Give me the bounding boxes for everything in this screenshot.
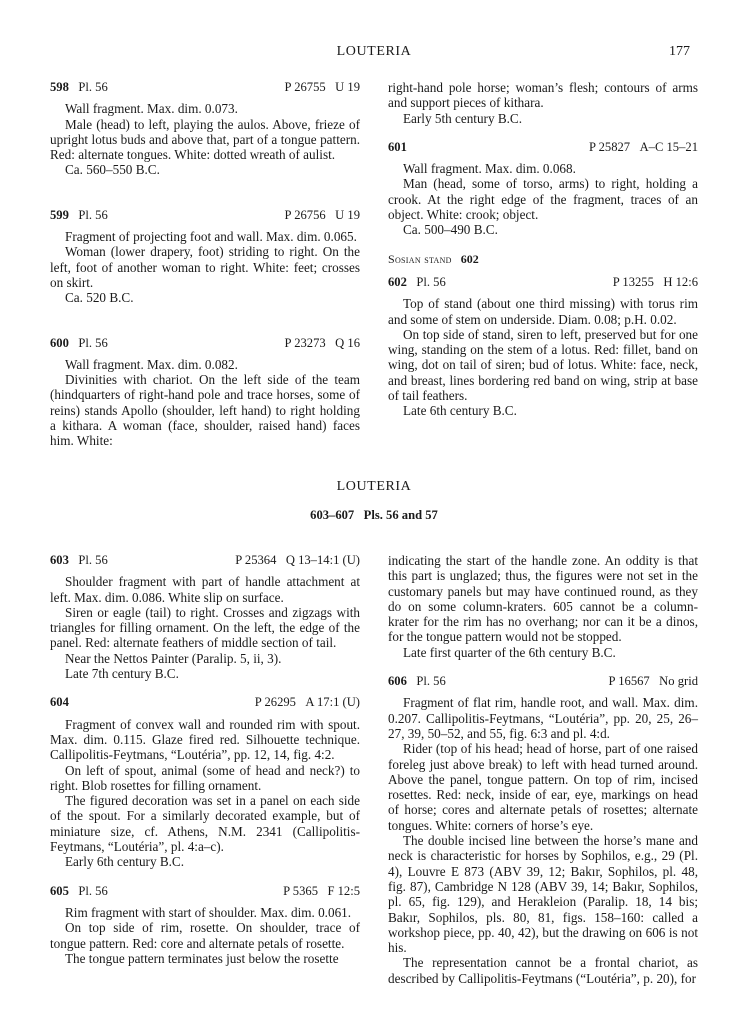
entry-602 <box>388 275 698 419</box>
entry-600-plate: Pl. 56 <box>78 335 108 350</box>
entry-606-number: 606 <box>388 674 407 689</box>
top-left-column <box>50 80 360 449</box>
entry-603-plate: Pl. 56 <box>78 553 108 567</box>
entry-601-text-2: Man (head, some of torso, arms) to right, holding a crook. At the right edge of the fragment, traces of an object. White: crook; object. <box>388 176 698 223</box>
entry-600-cont-text: right-hand pole horse; woman’s flesh; contours of arms and support pieces of kithara. <box>388 80 698 111</box>
entry-600-grid: Q 16 <box>335 335 360 350</box>
entry-598-plate: Pl. 56 <box>78 80 108 94</box>
entry-605-text-2: On top side of rim, rosette. On shoulder, trace of tongue pattern. Red: core and alternate petals of rosette. <box>50 920 360 951</box>
stand-heading-number: 602 <box>460 251 479 266</box>
bottom-right-column <box>388 553 698 986</box>
stand-heading <box>388 252 698 267</box>
entry-602-number: 602 <box>388 274 407 289</box>
entry-605-date: Late first quarter of the 6th century B.C. <box>403 644 616 660</box>
entry-603-inventory: P 25364 <box>235 553 277 567</box>
entry-598-inventory: P 26755 <box>284 80 326 94</box>
entry-599-text-2: Woman (lower drapery, foot) striding to right. On the left, foot of another woman to right. White: feet; crosses on skirt. <box>50 244 360 290</box>
section-plates: Pls. 56 and 57 <box>363 508 438 522</box>
entry-602-inventory: P 13255 <box>612 274 654 289</box>
top-right-column <box>388 80 698 419</box>
entry-603-text-2: Siren or eagle (tail) to right. Crosses and zigzags with triangles for filling ornament. On the left, the edge of the panel. Red: alternate feathers of middle section of tail. <box>50 604 360 651</box>
section-range: 603–607 <box>310 508 355 522</box>
entry-602-text-1: Top of stand (about one third missing) with torus rim and some of stem on underside. Diam. 0.08; p.H. 0.02. <box>388 296 698 327</box>
entry-603-grid: Q 13–14:1 (U) <box>285 553 360 567</box>
entry-604-heading <box>50 695 360 710</box>
entry-598 <box>50 80 360 178</box>
entry-602-text-2: On top side of stand, siren to left, preserved but for one wing, standing on the stem of a lotus. Red: fillet, band on wing, dot on tail of siren; bud of lotus. White: face, neck, and breast, lines bordering red band on wing, strip at base of tail feathers. <box>388 326 698 404</box>
entry-603 <box>50 553 360 681</box>
entry-602-grid: H 12:6 <box>663 274 698 289</box>
entry-602-date: Late 6th century B.C. <box>403 403 517 419</box>
entry-602-plate: Pl. 56 <box>416 274 446 289</box>
entry-599-inventory: P 26756 <box>284 207 326 222</box>
running-title: LOUTERIA <box>336 44 412 59</box>
entry-600-date: Early 5th century B.C. <box>403 110 523 126</box>
entry-600-text-1: Wall fragment. Max. dim. 0.082. <box>65 356 238 372</box>
entry-605-text-3: The tongue pattern terminates just below the rosette <box>65 950 339 966</box>
entry-601-number: 601 <box>388 139 407 154</box>
entry-603-text-3: Near the Nettos Painter (Paralip. 5, ii, 3). <box>65 650 282 666</box>
entry-599 <box>50 208 360 306</box>
bottom-left-column <box>50 553 360 966</box>
entry-603-number: 603 <box>50 553 69 567</box>
entry-603-date: Late 7th century B.C. <box>65 666 179 682</box>
entry-598-grid: U 19 <box>335 80 360 94</box>
section-title: LOUTERIA <box>336 479 412 494</box>
entry-605-heading <box>50 884 360 899</box>
entry-601-text-1: Wall fragment. Max. dim. 0.068. <box>403 161 576 177</box>
entry-601-heading <box>388 140 698 155</box>
entry-605-cont-text: indicating the start of the handle zone. An oddity is that this part is unglazed; thus, the figures were not set in the customary panels but may have continued round, as they do on some column-kraters. 605 cannot be a column-krater for the rim has no overhang; nor can it be a dinos, for the tongue pattern would not be stopped. <box>388 553 698 645</box>
entry-601 <box>388 140 698 238</box>
entry-605-inventory: P 5365 <box>283 883 318 898</box>
entry-606-text-3: The double incised line between the horse’s mane and neck is characteristic for horses by Sophilos, e.g., 29 (Pl. 4), Louvre E 873 (ABV 39, 12; Bakır, Sophilos, pl. 48, fig. 87), Cambridge N 128 (ABV 39, 14; Bakır, Sophilos, pl. 65, fig. 129), and Herakleion (Paralip. 18, 14 bis; Bakır, Sophilos, pls. 80, 81, figs. 158–160: called a workshop piece, pp. 40, 42), but the drawing on 606 is not his. <box>388 833 698 956</box>
entry-598-heading <box>50 80 360 95</box>
entry-603-text-1: Shoulder fragment with part of handle attachment at left. Max. dim. 0.086. White slip on surface. <box>50 574 360 605</box>
entry-600-number: 600 <box>50 335 69 350</box>
entry-604 <box>50 695 360 869</box>
entry-599-date: Ca. 520 B.C. <box>65 290 134 306</box>
entry-605 <box>50 884 360 966</box>
entry-600-inventory: P 23273 <box>284 335 326 350</box>
section-subtitle <box>0 508 748 523</box>
entry-604-text-3: The figured decoration was set in a panel on each side of the spout. For a similarly decorated example, but of miniature size, cf. Athens, N.M. 2341 (Callipolitis-Feytmans, “Loutéria”, pl. 4:a–c). <box>50 793 360 855</box>
entry-604-date: Early 6th century B.C. <box>65 854 185 870</box>
entry-606-text-2: Rider (top of his head; head of horse, part of one raised foreleg just above break) to left with head turned around. Above the panel, tongue pattern. On top of rim, incised rosettes. Red: neck, inside of ear, eye, markings on head of horse; cores and alternate petals of rosettes; alternate tongues. White: corners of horse’s eye. <box>388 741 698 833</box>
entry-605-plate: Pl. 56 <box>78 883 108 898</box>
entry-606 <box>388 674 698 986</box>
entry-605-number: 605 <box>50 883 69 898</box>
entry-606-text-4: The representation cannot be a frontal chariot, as described by Callipolitis-Feytmans (“Loutéria”, p. 20), for <box>388 955 698 986</box>
entry-606-heading <box>388 674 698 689</box>
entry-600-continuation <box>388 80 698 126</box>
entry-601-inventory: P 25827 <box>588 139 631 154</box>
page-number: 177 <box>669 44 690 59</box>
entry-600 <box>50 336 360 449</box>
entry-605-grid: F 12:5 <box>327 883 360 898</box>
entry-604-number: 604 <box>50 695 69 710</box>
entry-605-text-1: Rim fragment with start of shoulder. Max. dim. 0.061. <box>65 904 352 920</box>
entry-605-continuation <box>388 553 698 660</box>
entry-601-date: Ca. 500–490 B.C. <box>403 222 498 238</box>
entry-599-plate: Pl. 56 <box>78 207 108 222</box>
entry-598-number: 598 <box>50 80 69 94</box>
entry-600-heading <box>50 336 360 351</box>
entry-606-inventory: P 16567 <box>608 674 650 689</box>
entry-604-text-2: On left of spout, animal (some of head and neck?) to right. Blob rosettes for filling ornament. <box>50 762 360 793</box>
entry-606-text-1: Fragment of flat rim, handle root, and wall. Max. dim. 0.207. Callipolitis-Feytmans, “Loutéria”, pp. 20, 25, 26–27, 39, 50–52, and 55, fig. 6:3 and pl. 4:d. <box>388 695 698 741</box>
entry-606-grid: No grid <box>659 674 698 689</box>
entry-599-heading <box>50 208 360 223</box>
entry-604-text-1: Fragment of convex wall and rounded rim with spout. Max. dim. 0.115. Glaze fired red. Silhouette technique. Callipolitis-Feytmans, “Loutéria”, pp. 12, 14, fig. 4:2. <box>50 716 360 763</box>
entry-604-grid: A 17:1 (U) <box>305 695 360 710</box>
entry-604-inventory: P 26295 <box>254 695 296 710</box>
entry-602-heading <box>388 275 698 290</box>
entry-600-text-2: Divinities with chariot. On the left side of the team (hindquarters of right-hand pole and trace horses, some of reins) stands Apollo (shoulder, left hand) to right holding a kithara. A woman (face, shoulder, raised hand) faces him. White: <box>50 372 360 449</box>
entry-598-text-1: Wall fragment. Max. dim. 0.073. <box>65 101 238 117</box>
entry-603-heading <box>50 553 360 568</box>
entry-601-grid: A–C 15–21 <box>639 139 698 154</box>
entry-606-plate: Pl. 56 <box>416 674 446 689</box>
stand-heading-label: Sosian stand <box>388 251 452 266</box>
entry-599-grid: U 19 <box>335 207 360 222</box>
entry-599-text-1: Fragment of projecting foot and wall. Max. dim. 0.065. <box>65 229 357 245</box>
entry-599-number: 599 <box>50 207 69 222</box>
entry-598-text-2: Male (head) to left, playing the aulos. Above, frieze of upright lotus buds and above that, part of a tongue pattern. Red: alternate tongues. White: dotted wreath of aulist. <box>50 116 360 163</box>
entry-598-date: Ca. 560–550 B.C. <box>65 162 160 178</box>
